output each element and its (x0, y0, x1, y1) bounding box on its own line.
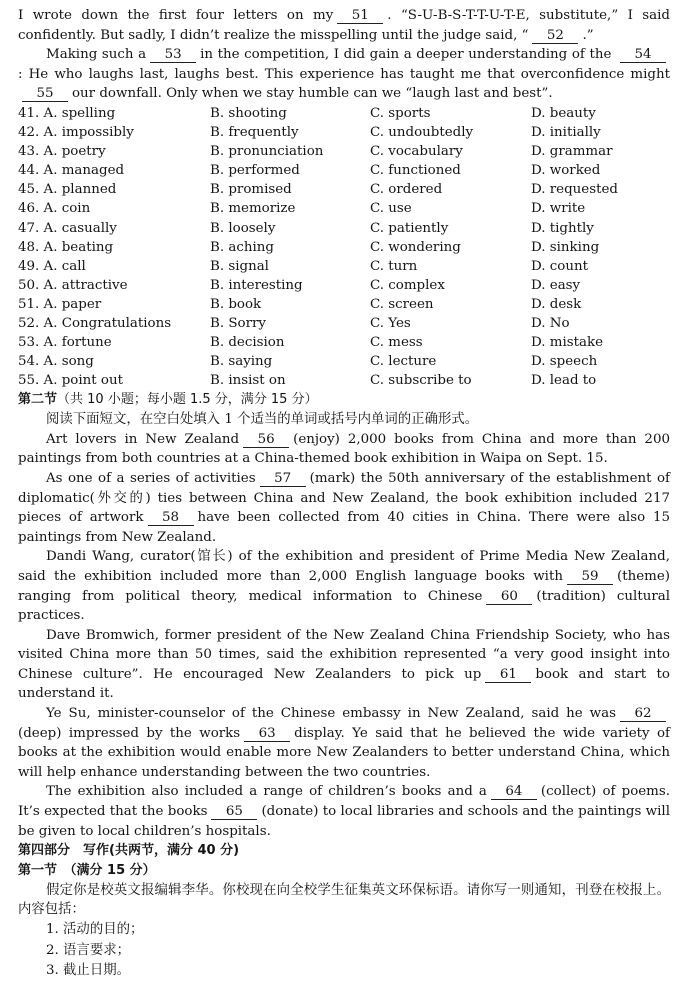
option-c: C. subscribe to (370, 373, 472, 389)
option-c: C. wondering (370, 239, 461, 255)
text: display. Ye said that he believed the wide variety of books at the exhibition would enable more New Zealanders to better understand China, which will help enhance understanding between the two countries. (18, 725, 671, 780)
text: : He who laughs last, laughs best. This experience has taught me that overconfidence might (18, 66, 670, 82)
section-2-instruction: 阅读下面短文，在空白处填入 1 个适当的单词或括号内单词的正确形式。 (46, 412, 479, 428)
option-row (18, 295, 670, 314)
text: (deep) impressed by the works (18, 725, 241, 741)
option-a: 45. A. planned (18, 182, 117, 198)
section-title: 第二节 (18, 392, 58, 408)
option-d: D. No (531, 316, 570, 331)
passage-paragraph-2 (18, 469, 670, 547)
text: in the competition, I did gain a deeper understanding of the (200, 47, 612, 63)
option-c: C. vocabulary (370, 144, 463, 160)
text: As one of a series of activities (46, 470, 256, 486)
option-row (18, 142, 670, 161)
option-c: C. Yes (370, 316, 411, 331)
option-c: C. turn (370, 258, 418, 274)
text: Making such a (46, 47, 147, 63)
passage-paragraph-6 (18, 782, 670, 841)
option-b: B. signal (210, 258, 269, 274)
option-d: D. write (531, 201, 586, 217)
prompt-item: 2. 语言要求； (46, 942, 130, 958)
text: (tradition) cultural practices. (18, 588, 670, 624)
option-a: 50. A. attractive (18, 277, 128, 293)
option-d: D. requested (531, 182, 618, 198)
option-c: C. screen (370, 296, 434, 312)
option-a: 53. A. fortune (18, 335, 112, 351)
text: The exhibition also included a range of children’s books and a (46, 784, 487, 800)
option-d: D. lead to (531, 373, 597, 389)
text: I wrote down the first four letters on my (18, 8, 334, 23)
option-row (18, 123, 670, 142)
text: (collect) of poems. It’s expected that the books (18, 784, 671, 820)
prompt-item: 1. 活动的目的； (46, 922, 144, 938)
text: Dandi Wang, curator(馆长) of the exhibition and president of Prime Media New Zealand, said the exhibition included more than 2,000 English language books with (18, 549, 670, 584)
option-c: C. patiently (370, 220, 449, 236)
option-a: 49. A. call (18, 258, 86, 274)
text: . “S-U-B-S-T-T-U-T-E, substitute,” I said confidently. But sadly, I didn’t realize the misspelling until the judge said, “ (18, 8, 671, 43)
option-row (18, 238, 670, 257)
blank-55: 55 (22, 86, 68, 102)
text: (donate) to local libraries and schools and the paintings will be given to local children’s hospitals. (18, 804, 670, 839)
option-c: C. functioned (370, 163, 461, 179)
blank-58: 58 (148, 510, 194, 526)
option-c: C. lecture (370, 354, 437, 370)
option-c: C. ordered (370, 182, 443, 198)
section-note: （共 10 小题；每小题 1.5 分，满分 15 分） (57, 392, 318, 408)
option-a: 47. A. casually (18, 220, 117, 236)
option-a: 41. A. spelling (18, 105, 116, 121)
option-d: D. initially (531, 125, 601, 141)
option-row (18, 276, 670, 295)
option-b: B. pronunciation (210, 144, 324, 160)
text: .” (582, 27, 594, 43)
option-a: 48. A. beating (18, 239, 114, 255)
blank-51: 51 (337, 8, 383, 24)
blank-59: 59 (567, 569, 613, 585)
blank-54: 54 (620, 47, 666, 63)
blank-61: 61 (485, 667, 531, 683)
blank-63: 63 (244, 726, 290, 742)
options-table (18, 104, 670, 390)
text: (mark) the 50th anniversary of the establishment of diplomatic(外交的) ties between China and New Zealand, the book exhibition included 217 pieces of artwork (18, 470, 670, 526)
option-a: 46. A. coin (18, 201, 91, 217)
option-row (18, 333, 670, 352)
blank-65: 65 (211, 804, 257, 820)
part-4-section-1-heading: 第一节 （满分 15 分） (18, 863, 156, 879)
blank-53: 53 (150, 47, 196, 63)
option-d: D. easy (531, 277, 581, 293)
blank-56: 56 (243, 432, 289, 448)
option-a: 51. A. paper (18, 296, 102, 312)
option-a: 42. A. impossibly (18, 125, 134, 141)
passage-paragraph-1 (18, 430, 670, 469)
option-row (18, 161, 670, 180)
option-b: B. shooting (210, 105, 287, 121)
option-b: B. saying (210, 354, 273, 370)
option-d: D. grammar (531, 144, 613, 160)
option-d: D. desk (531, 296, 582, 312)
passage-paragraph-3 (18, 547, 670, 625)
text: (theme) ranging from political theory, medical information to Chinese (18, 568, 670, 604)
option-a: 55. A. point out (18, 373, 123, 389)
option-row (18, 104, 670, 123)
option-b: B. Sorry (210, 316, 266, 331)
text: Dave Bromwich, former president of the New Zealand China Friendship Society, who has visited China more than 50 times, said the exhibition represented “a very good insight into Chinese culture”. He encouraged New Zealanders to pick up (18, 627, 670, 682)
blank-52: 52 (532, 28, 578, 44)
option-b: B. memorize (210, 201, 296, 217)
option-b: B. performed (210, 163, 300, 179)
text: have been collected from 40 cities in China. There were also 15 paintings from New Zealand. (18, 510, 670, 545)
option-b: B. aching (210, 239, 274, 255)
blank-64: 64 (491, 784, 537, 800)
option-b: B. insist on (210, 373, 286, 389)
blank-62: 62 (620, 706, 666, 722)
option-row (18, 219, 670, 238)
option-row (18, 314, 670, 333)
option-row (18, 180, 670, 199)
text: our downfall. Only when we stay humble can we “laugh last and best”. (72, 86, 553, 102)
text: book and start to understand it. (18, 666, 670, 702)
option-row (18, 371, 670, 390)
option-b: B. interesting (210, 277, 303, 293)
option-b: B. decision (210, 335, 285, 351)
option-c: C. mess (370, 335, 423, 351)
option-row (18, 199, 670, 218)
option-d: D. speech (531, 354, 598, 370)
option-d: D. beauty (531, 105, 596, 121)
text: (enjoy) 2,000 books from China and more than 200 paintings from both countries at a China-themed book exhibition in Waipa on Sept. 15. (18, 431, 670, 467)
option-b: B. frequently (210, 125, 299, 141)
text: Art lovers in New Zealand (46, 431, 240, 447)
option-d: D. mistake (531, 335, 604, 351)
option-c: C. undoubtedly (370, 125, 474, 141)
text: Ye Su, minister-counselor of the Chinese embassy in New Zealand, said he was (46, 706, 616, 722)
option-d: D. worked (531, 163, 601, 179)
option-c: C. use (370, 201, 412, 217)
writing-prompt: 假定你是校英文报编辑李华。你校现在向全校学生征集英文环保标语。请你写一则通知，刊登在校报上。内容包括： (18, 882, 670, 918)
option-b: B. book (210, 296, 262, 312)
prompt-item: 3. 截止日期。 (46, 963, 130, 979)
option-b: B. loosely (210, 220, 276, 236)
section-2-heading (18, 390, 670, 410)
passage-paragraph-4 (18, 626, 670, 704)
option-b: B. promised (210, 182, 292, 198)
option-a: 54. A. song (18, 354, 94, 370)
option-a: 44. A. managed (18, 163, 125, 179)
blank-57: 57 (260, 471, 306, 487)
option-a: 43. A. poetry (18, 144, 106, 160)
option-c: C. sports (370, 105, 431, 121)
option-d: D. tightly (531, 220, 594, 236)
blank-60: 60 (486, 589, 532, 605)
option-d: D. count (531, 258, 588, 274)
option-a: 52. A. Congratulations (18, 316, 172, 331)
option-row (18, 257, 670, 276)
cloze-paragraph-1 (18, 6, 670, 45)
cloze-paragraph-2 (18, 45, 670, 104)
passage-paragraph-5 (18, 704, 670, 782)
option-d: D. sinking (531, 239, 600, 255)
option-row (18, 352, 670, 371)
part-4-heading: 第四部分 写作(共两节，满分 40 分) (18, 843, 240, 859)
option-c: C. complex (370, 277, 445, 293)
